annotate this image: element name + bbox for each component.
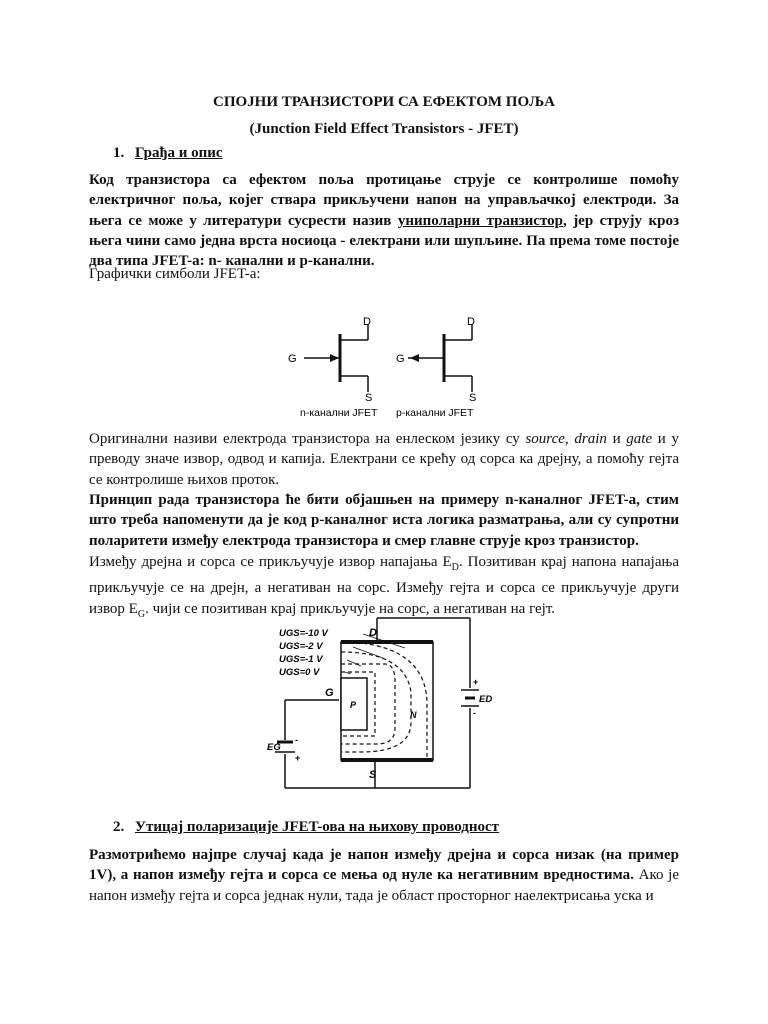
term-gate: gate (626, 431, 653, 447)
section-2-heading (113, 819, 499, 836)
eg-plus: + (295, 753, 301, 763)
diagram-drain-label: D (369, 627, 377, 639)
p-gate-arrow (410, 354, 419, 362)
diagram-gate-label: G (325, 687, 334, 699)
n-region-label: N (410, 710, 417, 720)
document-subtitle: (Junction Field Effect Transistors - JFET) (249, 121, 519, 137)
p-gate-label: G (396, 353, 405, 365)
intro-paragraph (89, 170, 679, 271)
jfet-bias-diagram (265, 612, 505, 802)
ed-minus: - (473, 708, 476, 718)
names-sep: , (564, 431, 575, 447)
ed-label: ED (479, 694, 493, 705)
eg-label: EG (267, 742, 281, 753)
supply-text-3: . чији се позитиван крај прикључује на сорс, а негативан на гејт. (145, 600, 556, 617)
document-title: СПОЈНИ ТРАНЗИСТОРИ СА ЕФЕКТОМ ПОЉА (212, 94, 555, 110)
n-gate-arrow (330, 354, 339, 362)
principle-paragraph: Принцип рада транзистора ће бити објашњен на примеру n-каналног JFET-a, стим што треба напоменути да је код p-каналног иста логика разматрања, али су супротни поларитети између електрода транзистора и смер главне струје кроз транзистор. (89, 492, 679, 549)
p-drain-label: D (467, 316, 475, 328)
names-text-1: Оригинални називи електрода транзистора на енлеском језику су (89, 431, 526, 447)
section-title: Грађа и опис (135, 145, 223, 161)
supply-text-1: Између дрејна и сорса се прикључује извор напајања E (89, 554, 452, 570)
n-channel-caption: n-канални JFET (300, 407, 378, 419)
last-para-bold-text: Размотрићемо најпре случај када је напон између дрејна и сорса низак (на пример 1V), а напон између гејта и сорса се мења од нуле ка негативним вредностима. (89, 847, 679, 884)
intro-text-2: , јер струју кроз њега чини само једна врста носиоца - електрани или шупљине. Па према томе постоје два типа JFET-a: n- канални и p-канални. (89, 212, 679, 270)
last-paragraph (89, 845, 679, 906)
ed-battery (461, 690, 479, 706)
section-number: 1. (113, 145, 125, 161)
intro-underlined-term: униполарни транзистор (397, 212, 563, 229)
section-number: 2. (113, 819, 125, 835)
n-source-label: S (365, 392, 373, 404)
ugs-label-minus1: UGS=-1 V (279, 654, 323, 665)
jfet-symbols-figure (280, 312, 490, 422)
last-para-normal-text: Ако је напон између гејта и сорса једнак нули, тада је област просторног наелектрисања уска и (89, 867, 679, 904)
term-source: source (525, 431, 565, 447)
term-drain: drain (574, 431, 607, 447)
p-channel-caption: p-канални JFET (396, 407, 474, 419)
names-text-2: и у преводу значе извор, одвод и капија. Електрани се крећу од сорса ка дрејну, а помоћу гејта се контролише њихов проток. (89, 431, 680, 488)
names-paragraph (89, 429, 679, 490)
intro-text-1: Код транзистора са ефектом поља протицање струје се контролише помоћу електричног поља, којег ствара прикључени напон на управљачкој електроди. За њега се може у литератури сусрести назив (89, 172, 679, 229)
section-title: Утицај поларизације JFET-ова на њихову проводност (135, 819, 500, 835)
supply-text-2: . Позитиван крај напона напајања прикључује се на дрејн, а негативан на сорс. Између гејта и сорса се прикључује други извор E (89, 554, 679, 617)
p-region-label: P (350, 700, 357, 710)
ugs-label-minus2: UGS=-2 V (279, 641, 323, 652)
ed-plus: + (473, 677, 479, 687)
diagram-source-label: S (369, 769, 377, 781)
ugs-label-minus10: UGS=-10 V (279, 628, 328, 639)
p-source-label: S (469, 392, 477, 404)
names-and: и (606, 431, 627, 447)
section-1-heading (113, 145, 223, 162)
supply-sub-g: G (137, 608, 146, 620)
n-gate-label: G (288, 353, 297, 365)
supply-sub-d: D (451, 562, 459, 573)
symbols-caption: Графички симболи JFET-a: (89, 266, 261, 282)
ugs-label-0: UGS=0 V (279, 667, 320, 678)
eg-minus: - (295, 735, 298, 745)
n-drain-label: D (363, 316, 371, 328)
